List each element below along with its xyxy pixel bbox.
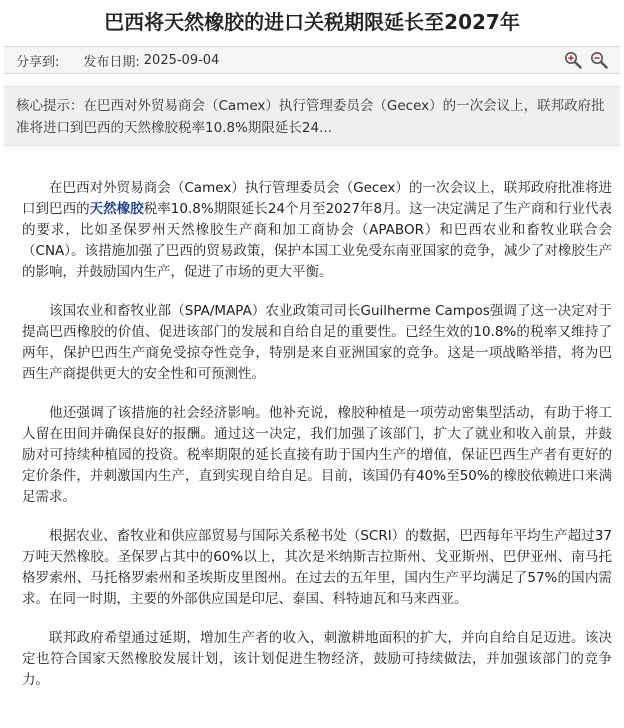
paragraph-3: 他还强调了该措施的社会经济影响。他补充说，橡胶种植是一项劳动密集型活动，有助于将工人留在田间并确保良好的报酬。通过这一决定，我们加强了该部门，扩大了就业和收入前景，并鼓励对可持续种植园的投资。税率期限的延长直接有助于国内生产的增值，保证巴西生产者有更好的定价条件，并刺激国内生产，直到实现自给自足。目前，该国仍有40%至50%的橡胶依赖进口来满足需求。 bbox=[22, 405, 612, 505]
zoom-tools bbox=[564, 51, 608, 69]
paragraph-2: 该国农业和畜牧业部（SPA/MAPA）农业政策司司长Guilherme Campos强调了这一决定对于提高巴西橡胶的价值、促进该部门的发展和自给自足的重要性。已经生效的10.8%的税率又维持了两年，保护巴西生产商免受掠夺性竞争，特别是来自亚洲国家的竞争。这是一项战略举措，将为巴西生产商提供更大的安全性和可预测性。 bbox=[22, 303, 612, 382]
share-label[interactable]: 分享到: bbox=[16, 54, 60, 70]
paragraph-1-lead: 在巴西对外贸易商会（Camex）执行管理委员会（Gecex）的一次会议上，联邦政府批准将进口到巴西的 bbox=[22, 180, 612, 217]
date-label: 发布日期: bbox=[83, 54, 140, 70]
paragraph-5: 联邦政府希望通过延期，增加生产者的收入，刺激耕地面积的扩大，并向自给自足迈进。该决定也符合国家天然橡胶发展计划，该计划促进生物经济，鼓励可持续做法，并加强该部门的竞争力。 bbox=[22, 630, 612, 688]
page-title: 巴西将天然橡胶的进口关税期限延长至2027年 bbox=[104, 10, 520, 34]
paragraph-1-rest: 税率10.8%期限延长24个月至2027年8月。这一决定满足了生产商和行业代表的要求，比如圣保罗州天然橡胶生产商和加工商协会（APABOR）和巴西农业和畜牧业联合会（CNA）。该措施加强了巴西的贸易政策，保护本国工业免受东南亚国家的竞争，减少了对橡胶生产的影响，并鼓励国内生产，促进了市场的更大平衡。 bbox=[22, 201, 613, 280]
summary-text: 核心提示：在巴西对外贸易商会（Camex）执行管理委员会（Gecex）的一次会议上，联邦政府批准将进口到巴西的天然橡胶税率10.8%期限延长24... bbox=[16, 98, 605, 136]
paragraph-4: 根据农业、畜牧业和供应部贸易与国际关系秘书处（SCRI）的数据，巴西每年平均生产超过37万吨天然橡胶。圣保罗占其中的60%以上，其次是米纳斯吉拉斯州、戈亚斯州、巴伊亚州、南马托格罗索州、马托格罗索州和圣埃斯皮里图州。在过去的五年里，国内生产平均满足了57%的国内需求。在同一时期，主要的外部供应国是印尼、泰国、科特迪瓦和马来西亚。 bbox=[22, 528, 612, 607]
summary-box bbox=[4, 86, 620, 146]
publish-date: 2025-09-04 bbox=[143, 52, 220, 68]
meta-bar bbox=[4, 46, 620, 74]
zoom-out-icon[interactable] bbox=[590, 51, 608, 69]
keyword-link[interactable]: 天然橡胶 bbox=[89, 201, 144, 217]
paragraph-1 bbox=[22, 178, 612, 283]
zoom-in-icon[interactable] bbox=[564, 51, 582, 69]
article-body bbox=[0, 178, 624, 691]
